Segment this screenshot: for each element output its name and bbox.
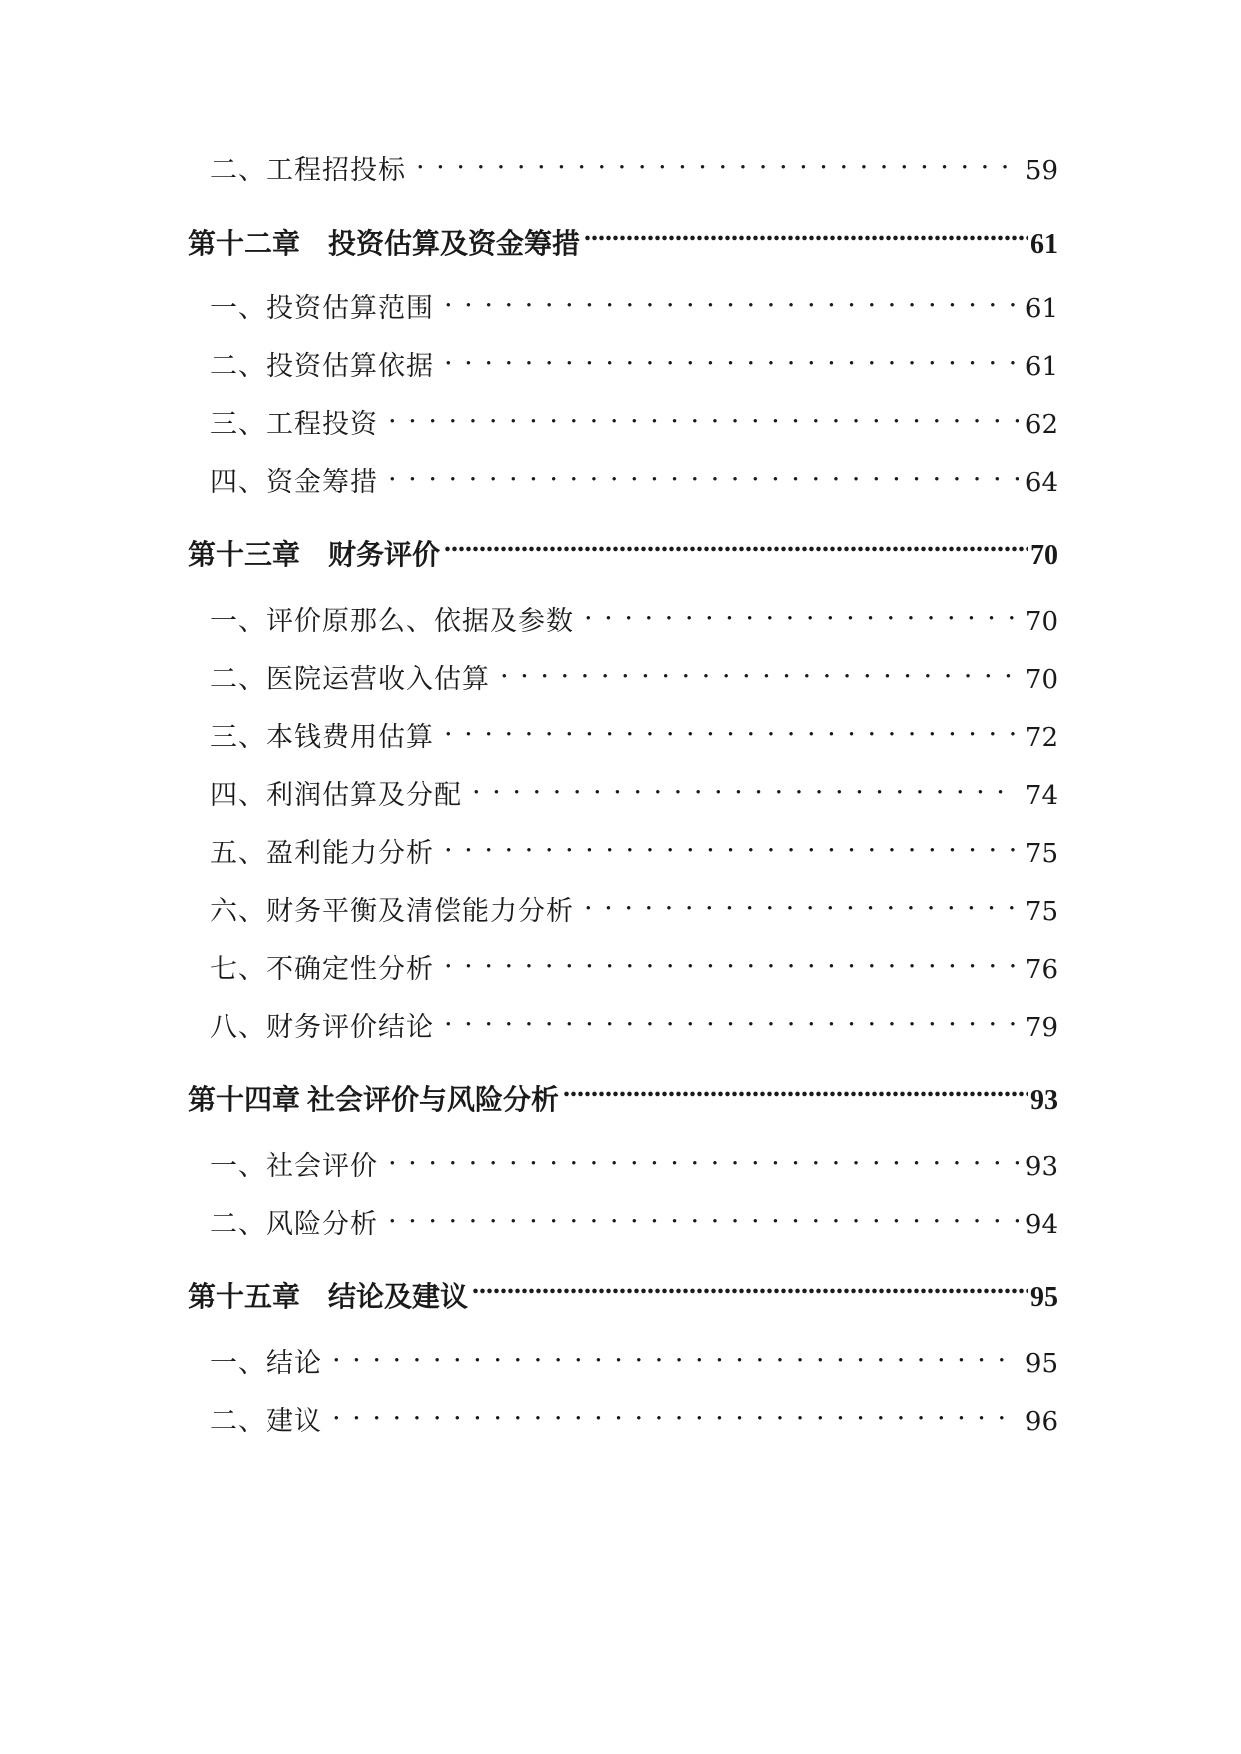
dot-leader	[332, 1398, 1019, 1430]
dot-leader	[444, 946, 1019, 978]
toc-entry-page: 76	[1024, 955, 1058, 986]
toc-entry-title: 二、医院运营收入估算	[210, 664, 490, 696]
toc-entry-title: 二、风险分析	[210, 1209, 378, 1241]
toc-entry[interactable]	[210, 1004, 1058, 1044]
toc-entry[interactable]	[210, 1143, 1058, 1183]
dot-leader	[388, 1143, 1019, 1175]
toc-chapter-title: 第十四章 社会评价与风险分析	[188, 1084, 560, 1116]
dot-leader	[332, 1340, 1019, 1372]
toc-entry-page: 94	[1024, 1210, 1058, 1241]
toc-entry[interactable]	[210, 888, 1058, 928]
toc-entry-title: 二、投资估算依据	[210, 351, 434, 383]
toc-chapter-page: 70	[1030, 539, 1058, 571]
toc-entry-page: 70	[1024, 607, 1058, 638]
toc-chapter[interactable]	[188, 1075, 1058, 1118]
toc-entry-page: 93	[1024, 1152, 1058, 1183]
toc-entry-title: 四、利润估算及分配	[210, 780, 462, 812]
toc-entry-title: 一、评价原那么、依据及参数	[210, 606, 574, 638]
toc-entry-page: 72	[1024, 723, 1058, 754]
toc-entry[interactable]	[210, 401, 1058, 441]
toc-entry[interactable]	[210, 459, 1058, 499]
toc-chapter[interactable]	[188, 1272, 1058, 1315]
toc-entry-title: 一、投资估算范围	[210, 293, 434, 325]
toc-entry-title: 六、财务平衡及清偿能力分析	[210, 896, 574, 928]
toc-entry[interactable]	[210, 147, 1058, 187]
dot-leader	[584, 888, 1019, 920]
dot-leader	[444, 285, 1019, 317]
toc-entry-page: 61	[1024, 294, 1058, 325]
toc-entry-title: 三、本钱费用估算	[210, 722, 434, 754]
toc-entry-page: 79	[1024, 1013, 1058, 1044]
toc-chapter-title: 第十二章 投资估算及资金筹措	[188, 228, 581, 260]
dot-leader	[500, 656, 1019, 688]
dot-leader	[444, 1004, 1019, 1036]
toc-entry[interactable]	[210, 285, 1058, 325]
toc-entry-title: 四、资金筹措	[210, 467, 378, 499]
toc-entry-page: 62	[1024, 410, 1058, 441]
toc-entry-title: 三、工程投资	[210, 409, 378, 441]
dot-leader	[388, 401, 1019, 433]
dot-leader	[444, 343, 1019, 375]
toc-entry-page: 75	[1024, 839, 1058, 870]
dot-leader	[444, 830, 1019, 862]
dot-leader	[444, 530, 1028, 564]
toc-chapter-title: 第十五章 结论及建议	[188, 1281, 469, 1313]
toc-chapter-page: 61	[1030, 228, 1058, 260]
toc-chapter[interactable]	[188, 219, 1058, 262]
toc-entry-page: 74	[1024, 781, 1058, 812]
toc-entry-title: 二、建议	[210, 1406, 322, 1438]
toc-entry-page: 64	[1024, 468, 1058, 499]
dot-leader	[584, 598, 1019, 630]
toc-entry[interactable]	[210, 830, 1058, 870]
toc-entry-page: 95	[1024, 1349, 1058, 1380]
toc-chapter-page: 95	[1030, 1281, 1058, 1313]
toc-chapter-page: 93	[1030, 1084, 1058, 1116]
toc-entry-page: 75	[1024, 897, 1058, 928]
toc-entry[interactable]	[210, 714, 1058, 754]
toc-entry-title: 一、结论	[210, 1348, 322, 1380]
toc-entry-page: 70	[1024, 665, 1058, 696]
toc-entry[interactable]	[210, 1201, 1058, 1241]
dot-leader	[388, 1201, 1019, 1233]
dot-leader	[584, 219, 1028, 253]
toc-entry-page: 96	[1024, 1407, 1058, 1438]
toc-entry[interactable]	[210, 946, 1058, 986]
toc-chapter[interactable]	[188, 530, 1058, 573]
toc-entry-title: 七、不确定性分析	[210, 954, 434, 986]
toc-entry[interactable]	[210, 343, 1058, 383]
toc-entry-title: 二、工程招投标	[210, 155, 406, 187]
dot-leader	[472, 772, 1019, 804]
toc-entry[interactable]	[210, 772, 1058, 812]
toc-entry-title: 五、盈利能力分析	[210, 838, 434, 870]
dot-leader	[472, 1272, 1028, 1306]
toc-entry-title: 一、社会评价	[210, 1151, 378, 1183]
toc-entry[interactable]	[210, 1340, 1058, 1380]
toc-entry[interactable]	[210, 1398, 1058, 1438]
toc-entry-title: 八、财务评价结论	[210, 1012, 434, 1044]
dot-leader	[444, 714, 1019, 746]
toc-entry-page: 59	[1024, 156, 1058, 187]
dot-leader	[563, 1075, 1028, 1109]
dot-leader	[416, 147, 1019, 179]
toc-entry-page: 61	[1024, 352, 1058, 383]
toc-entry[interactable]	[210, 656, 1058, 696]
dot-leader	[388, 459, 1019, 491]
toc-entry[interactable]	[210, 598, 1058, 638]
toc-chapter-title: 第十三章 财务评价	[188, 539, 441, 571]
